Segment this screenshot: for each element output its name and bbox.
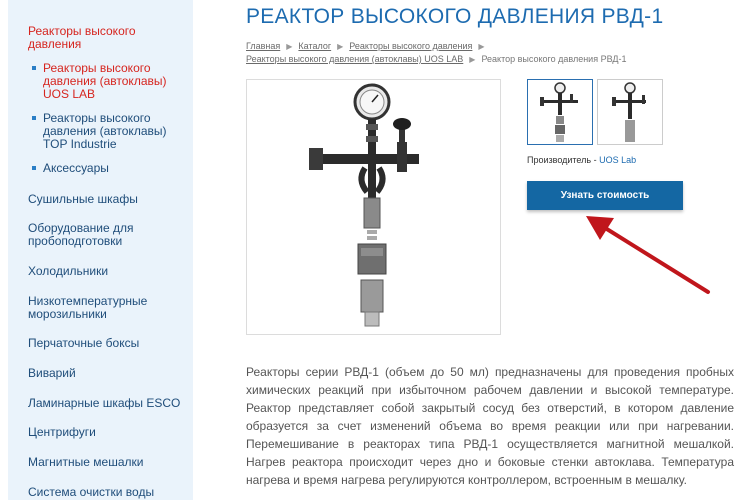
product-thumbnail-2[interactable] xyxy=(597,79,663,145)
manufacturer-link[interactable]: UOS Lab xyxy=(599,155,637,165)
sidebar-item-drying-ovens[interactable]: Сушильные шкафы xyxy=(28,192,138,206)
sidebar-subitem-uos-lab[interactable] xyxy=(32,62,192,101)
page-title: РЕАКТОР ВЫСОКОГО ДАВЛЕНИЯ РВД-1 xyxy=(246,5,664,28)
sidebar-subcategory-list xyxy=(32,62,192,175)
reactor-image xyxy=(247,80,500,334)
sidebar-item-freezers[interactable]: Низкотемпературные морозильники xyxy=(28,294,148,321)
red-arrow-icon xyxy=(580,208,715,298)
breadcrumb-current: Реактор высокого давления РВД-1 xyxy=(481,54,627,64)
sidebar-item-refrigerators[interactable]: Холодильники xyxy=(28,264,109,278)
sidebar-subitem-accessories[interactable] xyxy=(32,162,192,175)
chevron-right-icon: ▶ xyxy=(469,55,476,64)
breadcrumb-link-uos-lab[interactable]: Реакторы высокого давления (автоклавы) UOS LAB xyxy=(246,54,464,64)
chevron-right-icon: ▶ xyxy=(478,42,485,51)
sidebar-item-vivarium[interactable]: Виварий xyxy=(28,366,76,380)
bullet-icon xyxy=(32,116,36,120)
sidebar-subitem-label: Реакторы высокого давления (автоклавы) TOP Industrie xyxy=(43,111,167,151)
product-main-image[interactable] xyxy=(246,79,501,335)
reactor-thumbnail-image xyxy=(528,80,592,144)
reactor-thumbnail-image xyxy=(598,80,662,144)
chevron-right-icon: ▶ xyxy=(337,42,344,51)
sidebar-item-laminar-esco[interactable]: Ламинарные шкафы ESCO xyxy=(28,396,181,410)
product-description: Реакторы серии РВД-1 (объем до 50 мл) предназначены для проведения пробных химических реакций при избыточном рабочем давлении и высокой температуре. Реактор представляет собой закрытый сосуд без отверстий, в котором давление образуется за счет изменений объема во время реакции или при нагревании. Перемешивание в реакторах типа РВД-1 осуществляется магнитной мешалкой. Нагрев реактора происходит через дно и боковые стенки автоклава. Температура нагрева и время нагрева регулируются контроллером, встроенным в мешалку. xyxy=(246,365,734,487)
sidebar xyxy=(8,0,193,500)
sidebar-item-magnetic-stirrers[interactable]: Магнитные мешалки xyxy=(28,455,144,469)
product-thumbnail-1[interactable] xyxy=(527,79,593,145)
sidebar-subitem-label: Реакторы высокого давления (автоклавы) UOS LAB xyxy=(43,61,167,101)
sidebar-item-glove-boxes[interactable]: Перчаточные боксы xyxy=(28,336,140,350)
manufacturer-line xyxy=(527,155,636,165)
sidebar-subitem-top-industrie[interactable] xyxy=(32,112,192,151)
breadcrumb xyxy=(246,40,746,66)
breadcrumb-link-reactors[interactable]: Реакторы высокого давления xyxy=(349,41,473,51)
sidebar-subitem-label: Аксессуары xyxy=(43,161,109,175)
sidebar-item-high-pressure-reactors[interactable]: Реакторы высокого давления xyxy=(28,24,136,51)
manufacturer-label: Производитель - xyxy=(527,155,597,165)
sidebar-item-sample-prep[interactable]: Оборудование для пробоподготовки xyxy=(28,221,134,248)
breadcrumb-link-home[interactable]: Главная xyxy=(246,41,281,51)
breadcrumb-link-catalog[interactable]: Каталог xyxy=(298,41,332,51)
bullet-icon xyxy=(32,66,36,70)
chevron-right-icon: ▶ xyxy=(286,42,293,51)
sidebar-item-centrifuges[interactable]: Центрифуги xyxy=(28,425,96,439)
bullet-icon xyxy=(32,166,36,170)
get-price-button[interactable]: Узнать стоимость xyxy=(527,181,683,210)
sidebar-item-water-purification[interactable]: Система очистки воды xyxy=(28,485,155,499)
